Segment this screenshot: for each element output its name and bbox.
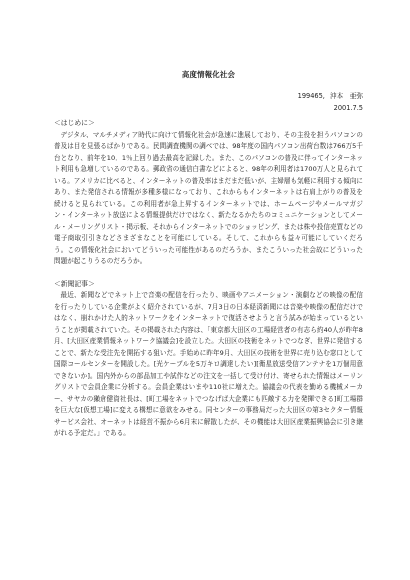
student-id: 199465, (297, 92, 325, 100)
author-line (54, 90, 363, 102)
document-title: 高度情報化社会 (181, 70, 236, 79)
document-date: 2001.7.5 (333, 104, 363, 112)
author-name: 沖本 亜弥 (330, 92, 363, 100)
section-body-newspaper: 最近、新聞などでネット上で音楽の配信を行ったり、映画やアニメーション・演劇などの映像の配信を行ったりしている企業がよく紹介されているが、7月3日の日本経済新聞には音楽や映像の配信だけではなく、崩れかけた人的ネットワークをインターネットで復活させようと言う試みが始まっているということが掲載されていた。その掲載された内容は、「東京都大田区の工場経営者の有志ら約40人が昨年8月、[大田区産業情報ネットワーク協議会]を設立した。大田区の技術をネットでつなぎ、世界に発信することで、新たな受注先を開拓する狙いだ。手始めに昨年9月、大田区の技術を世界に売り込む窓口として国際コールセンターを開設した。[光ケーブルを5万キロ調達したい][衛星放送受信アンテナを1万個用意できないか]。国内外からの部品加工や試作などの注文を一括して受け付け、寄せられた情報はメーリングリストで会員企業に分析する。会員企業はいまや110社に増えた。協議会の代表を勤める機械メーカー、サヤカの獺倉健資社長は、[町工場をネットでつなげば大企業にも匹敵する力を発揮できる]町工場群を巨大な[仮想工場]に変える構想に意欲をみせる。同センターの事務局だった大田区の第3セクター情報サービス会社、オーネットは経営不振から6月末に解散したが、その機能は大田区産業振興協会に引き継がれる予定だ。」である。 (54, 291, 363, 437)
section-heading-introduction: ＜はじめに＞ (54, 119, 95, 127)
date-line (54, 102, 363, 114)
section-heading-newspaper: ＜新聞記事＞ (54, 279, 95, 288)
section-body-introduction: デジタル、マルチメディア時代に向けて情報化社会が急速に進展しており、その主役を担うパソコンの普及は目を見張るばかりである。民間調査機関の調べでは、98年度の国内パソコン出荷台数は766万5千台となり、前年を10．1％上回り過去最高を記録した。また、このパソコンの普及に伴ってインターネット利用も急増しているのである。郵政省の通信白書などによると、98年の利用者は1700万人と見られている。アメリカに比べると、インターネットの普及率はまだまだ低いが、主婦層も気軽に利用する傾向にあり、また発信される情報が多種多様になっており、これからもインターネットは右肩上がりの普及を続けると見られている。この利用者が急上昇するインターネットでは、ホームページやメールマガジン・インターネット放送による情報提供だけではなく、新たなるかたちのコミュニケーションとしてメール・メーリングリスト・掲示板、それからインターネットでのショッピング、または株や投信売買などの電子商取引引きなどさまざまなことを可能にしている。そして、これからも益々可能にしていくだろう。この情報化社会においてどういった可能性があるのだろうか、またこういった社会故にどういった問題が起こりうるのだろうか。 (54, 130, 364, 265)
